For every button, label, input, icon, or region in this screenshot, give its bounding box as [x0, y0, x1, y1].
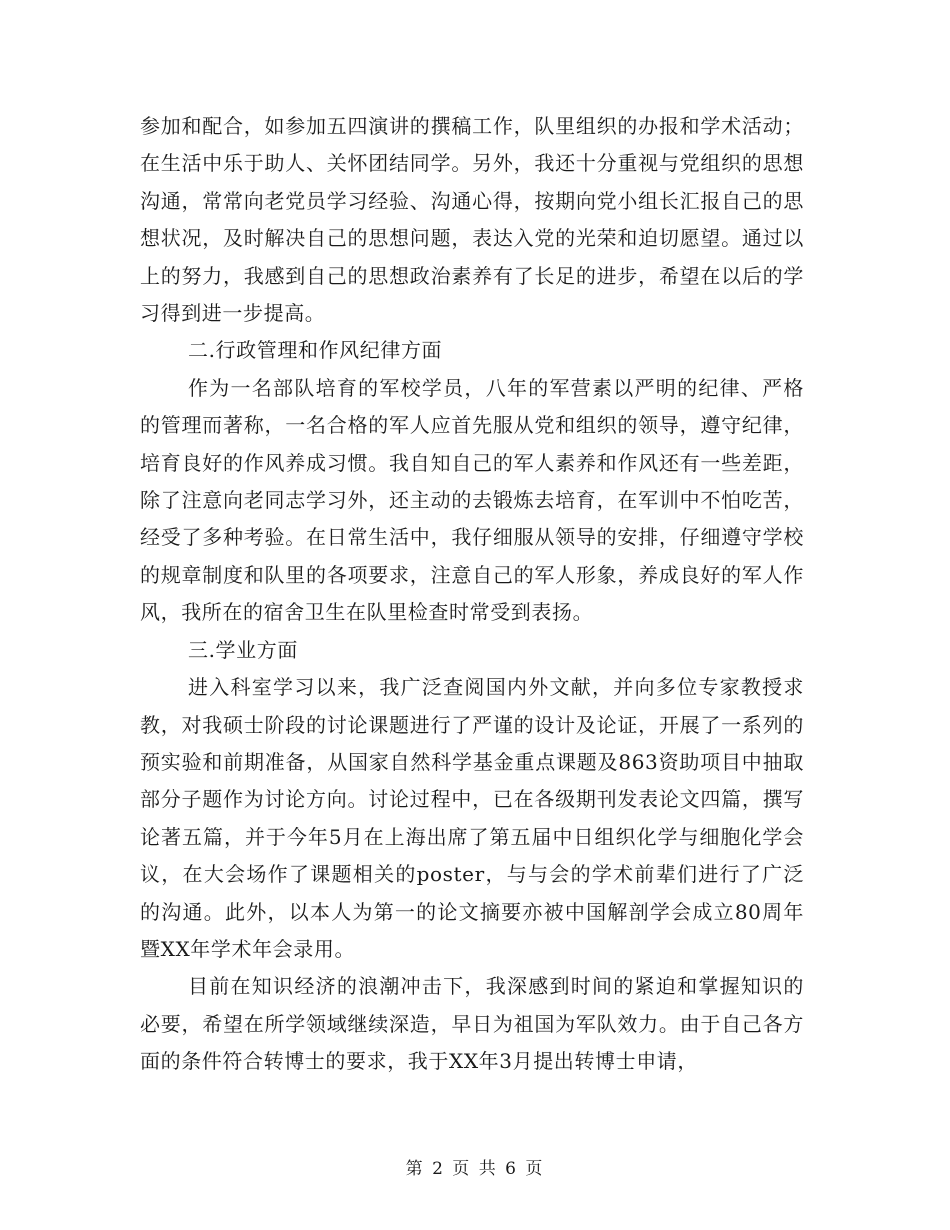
paragraph-administration: 作为一名部队培育的军校学员，八年的军营素以严明的纪律、严格的管理而著称，一名合格的军人应首先服从党和组织的领导，遵守纪律，培育良好的作风养成习惯。我自知自己的军人素养和作风还有一些差距，除了注意向老同志学习外，还主动的去锻炼去培育，在军训中不怕吃苦，经受了多种考验。在日常生活中，我仔细服从领导的安排，仔细遵守学校的规章制度和队里的各项要求，注意自己的军人形象，养成良好的军人作风，我所在的宿舍卫生在队里检查时常受到表扬。 — [140, 375, 804, 625]
paragraph-academics: 进入科室学习以来，我广泛查阅国内外文献，并向多位专家教授求教，对我硕士阶段的讨论课题进行了严谨的设计及论证，开展了一系列的预实验和前期准备，从国家自然科学基金重点课题及863资助项目中抽取部分子题作为讨论方向。讨论过程中，已在各级期刊发表论文四篇，撰写论著五篇，并于今年5月在上海出席了第五届中日组织化学与细胞化学会议，在大会场作了课题相关的poster，与与会的学术前辈们进行了广泛的沟通。此外，以本人为第一的论文摘要亦被中国解剖学会成立80周年暨XX年学术年会录用。 — [140, 675, 804, 961]
paragraph-doctoral-application: 目前在知识经济的浪潮冲击下，我深感到时间的紧迫和掌握知识的必要，希望在所学领域继续深造，早日为祖国为军队效力。由于自己各方面的条件符合转博士的要求，我于XX年3月提出转博士申请， — [140, 974, 804, 1074]
paragraph-political-continued: 参加和配合，如参加五四演讲的撰稿工作，队里组织的办报和学术活动；在生活中乐于助人、关怀团结同学。另外，我还十分重视与党组织的思想沟通，常常向老党员学习经验、沟通心得，按期向党小组长汇报自己的思想状况，及时解决自己的思想问题，表达入党的光荣和迫切愿望。通过以上的努力，我感到自己的思想政治素养有了长足的进步，希望在以后的学习得到进一步提高。 — [140, 114, 804, 326]
document-body — [140, 108, 804, 1081]
section-heading-administration: 二.行政管理和作风纪律方面 — [188, 338, 443, 363]
page-number-footer: 第 2 页 共 6 页 — [405, 1159, 545, 1179]
section-heading-academics: 三.学业方面 — [188, 637, 298, 662]
